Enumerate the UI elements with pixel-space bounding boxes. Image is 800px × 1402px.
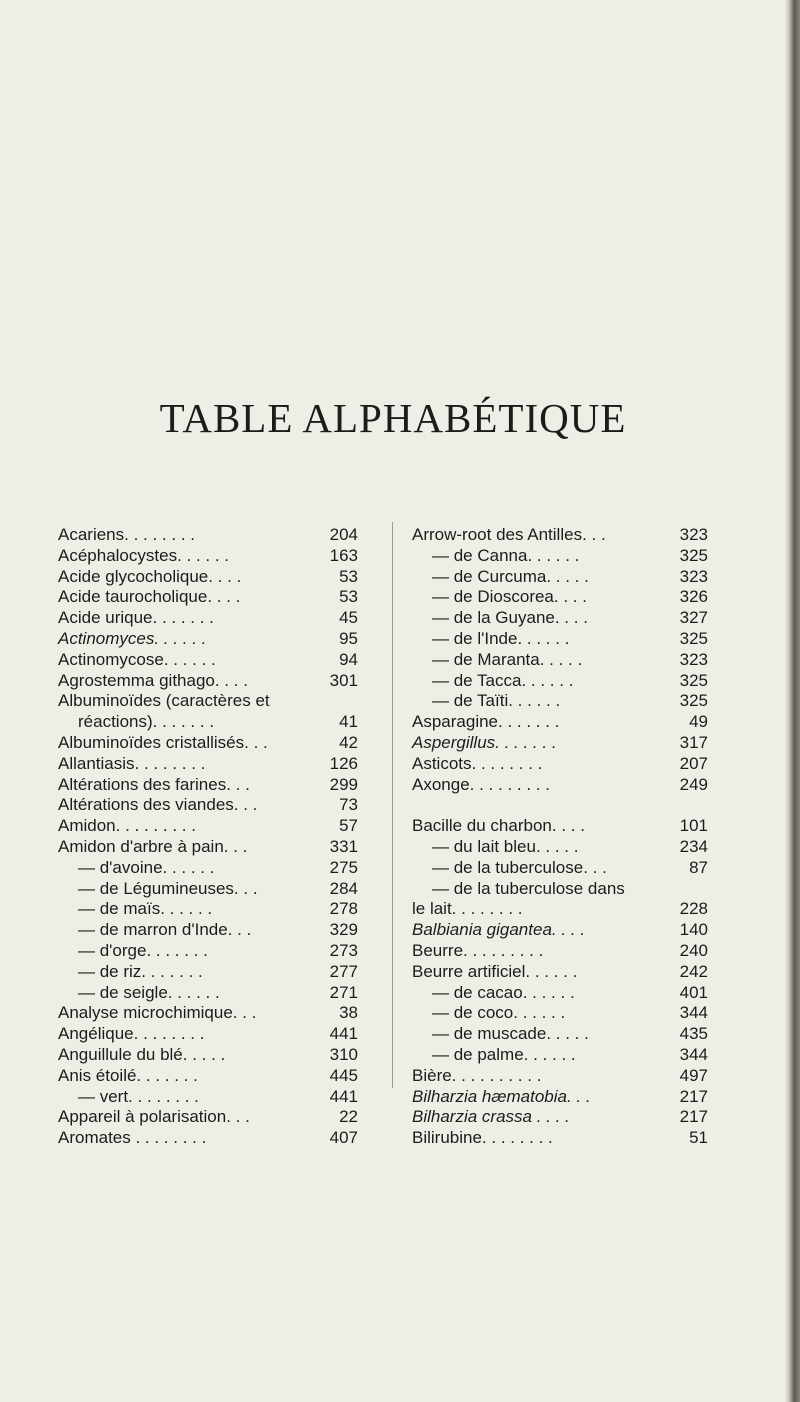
index-entry [58,1066,358,1087]
index-term: — de la tuberculose. . . [432,857,607,877]
page-number: 329 [329,920,358,940]
page-number: 317 [679,732,708,752]
index-entry [58,983,358,1004]
index-entry [58,671,358,692]
index-term: Bilharzia crassa . . . . [412,1107,570,1127]
index-entry [412,1107,708,1128]
index-term: Albuminoïdes (caractères et [58,691,270,711]
page-number: 51 [689,1128,708,1148]
index-term: Allantiasis. . . . . . . . [58,753,206,773]
page-number: 325 [679,670,708,690]
index-entry [58,795,358,816]
index-term: Agrostemma githago. . . . [58,670,248,690]
page-number: 441 [329,1024,358,1044]
index-term: — de la tuberculose dans [432,878,625,898]
index-term: — de seigle. . . . . . [78,982,220,1002]
index-term: Appareil à polarisation. . . [58,1107,250,1127]
index-term: Anguillule du blé. . . . . [58,1044,226,1064]
index-term: Acide taurocholique. . . . [58,587,241,607]
page-number: 126 [329,753,358,773]
index-term: Balbiania gigantea. . . . [412,920,585,940]
page-number: 140 [679,920,708,940]
index-entry [412,525,708,546]
index-term: Angélique. . . . . . . . [58,1024,205,1044]
index-entry [412,712,708,733]
index-entry [412,608,708,629]
index-entry [58,816,358,837]
index-entry [412,1087,708,1108]
index-entry [58,1087,358,1108]
index-term: Aspergillus. . . . . . . [412,732,557,752]
index-entry [58,546,358,567]
page-number: 323 [679,566,708,586]
index-term: Actinomyces. . . . . . [58,628,207,648]
page-number: 344 [679,1003,708,1023]
index-term: — de palme. . . . . . [432,1044,576,1064]
index-term: — de muscade. . . . . [432,1024,589,1044]
index-term: Actinomycose. . . . . . [58,649,216,669]
index-term: Acide urique. . . . . . . [58,608,214,628]
index-entry [412,1024,708,1045]
index-entry [58,608,358,629]
index-entry [412,691,708,712]
index-term: — de coco. . . . . . [432,1003,566,1023]
page-number: 271 [329,982,358,1002]
index-entry [58,775,358,796]
index-term: Axonge. . . . . . . . . [412,774,550,794]
page-number: 87 [689,857,708,877]
index-term: — d'avoine. . . . . . [78,857,215,877]
page-number: 53 [339,587,358,607]
index-term: Amidon. . . . . . . . . [58,816,196,836]
page-number: 325 [679,628,708,648]
page-number: 42 [339,732,358,752]
page-number: 228 [679,899,708,919]
index-term: Albuminoïdes cristallisés. . . [58,732,268,752]
index-entry [58,1128,358,1149]
index-entry [412,1045,708,1066]
page-number: 284 [329,878,358,898]
page-number: 204 [329,525,358,544]
index-term: — de Taïti. . . . . . [432,691,561,711]
index-term: — de cacao. . . . . . [432,982,575,1002]
page-number: 445 [329,1065,358,1085]
index-term: Acariens. . . . . . . . [58,525,195,544]
page-number: 217 [679,1086,708,1106]
page-number: 38 [339,1003,358,1023]
page-number: 407 [329,1128,358,1148]
index-term: Bilharzia hæmatobia. . . [412,1086,591,1106]
index-term: Amidon d'arbre à pain. . . [58,836,248,856]
index-entry [412,1066,708,1087]
index-term: Arrow-root des Antilles. . . [412,525,606,544]
index-term: Altérations des viandes. . . [58,795,258,815]
page-number: 323 [679,525,708,544]
index-entry [412,650,708,671]
page-number: 277 [329,961,358,981]
index-term: Anis étoilé. . . . . . . [58,1065,198,1085]
index-term: — de Maranta. . . . . [432,649,583,669]
index-term: Beurre. . . . . . . . . [412,940,544,960]
page-number: 325 [679,545,708,565]
index-entry [58,920,358,941]
index-entry [412,671,708,692]
index-term: Beurre artificiel. . . . . . [412,961,578,981]
index-entry [58,962,358,983]
index-entry [58,837,358,858]
index-term: Bière. . . . . . . . . . [412,1065,542,1085]
page-number: 234 [679,836,708,856]
index-term: — de Légumineuses. . . [78,878,258,898]
page-number: 242 [679,961,708,981]
index-term: — de Canna. . . . . . [432,545,580,565]
index-entry [412,733,708,754]
index-term: Acéphalocystes. . . . . . [58,545,230,565]
page-number: 325 [679,691,708,711]
index-term: — de l'Inde. . . . . . [432,628,570,648]
index-term: Analyse microchimique. . . [58,1003,257,1023]
page-number: 301 [329,670,358,690]
page-number: 163 [329,545,358,565]
page-number: 323 [679,649,708,669]
index-entry [58,733,358,754]
index-entry [412,1003,708,1024]
index-term: — de la Guyane. . . . [432,608,588,628]
index-term: Asticots. . . . . . . . [412,753,543,773]
index-entry [412,920,708,941]
page-edge [784,0,800,1402]
index-entry [412,858,708,879]
index-term: le lait. . . . . . . . [412,899,523,919]
index-entry [412,754,708,775]
page-title: TABLE ALPHABÉTIQUE [159,395,627,441]
index-entry [58,629,358,650]
page-number: 331 [329,836,358,856]
page-number: 310 [329,1044,358,1064]
index-entry [412,941,708,962]
page-number: 73 [339,795,358,815]
page-number: 95 [339,628,358,648]
index-entry [58,1003,358,1024]
page-number: 327 [679,608,708,628]
index-term: — de riz. . . . . . . [78,961,203,981]
index-entry [58,1107,358,1128]
index-entry [412,1128,708,1149]
index-term: Aromates . . . . . . . . [58,1128,207,1148]
index-column-left [58,525,358,1149]
index-entry [412,983,708,1004]
page-number: 326 [679,587,708,607]
page-number: 249 [679,774,708,794]
page-number: 401 [679,982,708,1002]
index-entry [58,1045,358,1066]
index-term: — de maïs. . . . . . [78,899,213,919]
index-entry [412,962,708,983]
index-entry [412,879,708,900]
page-number: 441 [329,1086,358,1106]
page-number: 435 [679,1024,708,1044]
index-entry [58,858,358,879]
page-number: 53 [339,566,358,586]
index-term: — de Dioscorea. . . . [432,587,587,607]
index-term: Bacille du charbon. . . . [412,816,585,836]
page-number: 217 [679,1107,708,1127]
page-number: 49 [689,712,708,732]
column-divider [392,522,393,1088]
index-entry [412,837,708,858]
page-number: 101 [679,816,708,836]
index-entry [412,629,708,650]
page-number: 275 [329,857,358,877]
index-entry [58,567,358,588]
index-entry [412,899,708,920]
page-number: 273 [329,940,358,960]
index-term: réactions). . . . . . . [78,712,215,732]
page-number: 94 [339,649,358,669]
page-number: 207 [679,753,708,773]
page-number: 497 [679,1065,708,1085]
index-entry [58,941,358,962]
page-number: 344 [679,1044,708,1064]
page-number: 57 [339,816,358,836]
index-term: — de Tacca. . . . . . [432,670,574,690]
index-entry [58,899,358,920]
index-entry [58,754,358,775]
index-term: Altérations des farines. . . [58,774,250,794]
index-column-right [412,525,708,1149]
index-term: — de marron d'Inde. . . [78,920,252,940]
index-entry [58,650,358,671]
index-term: — vert. . . . . . . . [78,1086,199,1106]
index-entry [58,587,358,608]
page-number: 240 [679,940,708,960]
index-term: Bilirubine. . . . . . . . [412,1128,553,1148]
page-number: 278 [329,899,358,919]
index-entry [58,879,358,900]
index-entry [58,1024,358,1045]
index-term: Acide glycocholique. . . . [58,566,242,586]
page-number: 22 [339,1107,358,1127]
section-gap [412,795,708,816]
index-term: — d'orge. . . . . . . [78,940,208,960]
index-term: — de Curcuma. . . . . [432,566,589,586]
index-entry [412,546,708,567]
index-entry [412,816,708,837]
index-entry [58,712,358,733]
index-entry [58,525,358,546]
index-entry [58,691,358,712]
page-number: 45 [339,608,358,628]
index-entry [412,567,708,588]
index-term: Asparagine. . . . . . . [412,712,560,732]
index-entry [412,587,708,608]
page-number: 299 [329,774,358,794]
index-term: — du lait bleu. . . . . [432,836,579,856]
index-entry [412,775,708,796]
page-number: 41 [339,712,358,732]
